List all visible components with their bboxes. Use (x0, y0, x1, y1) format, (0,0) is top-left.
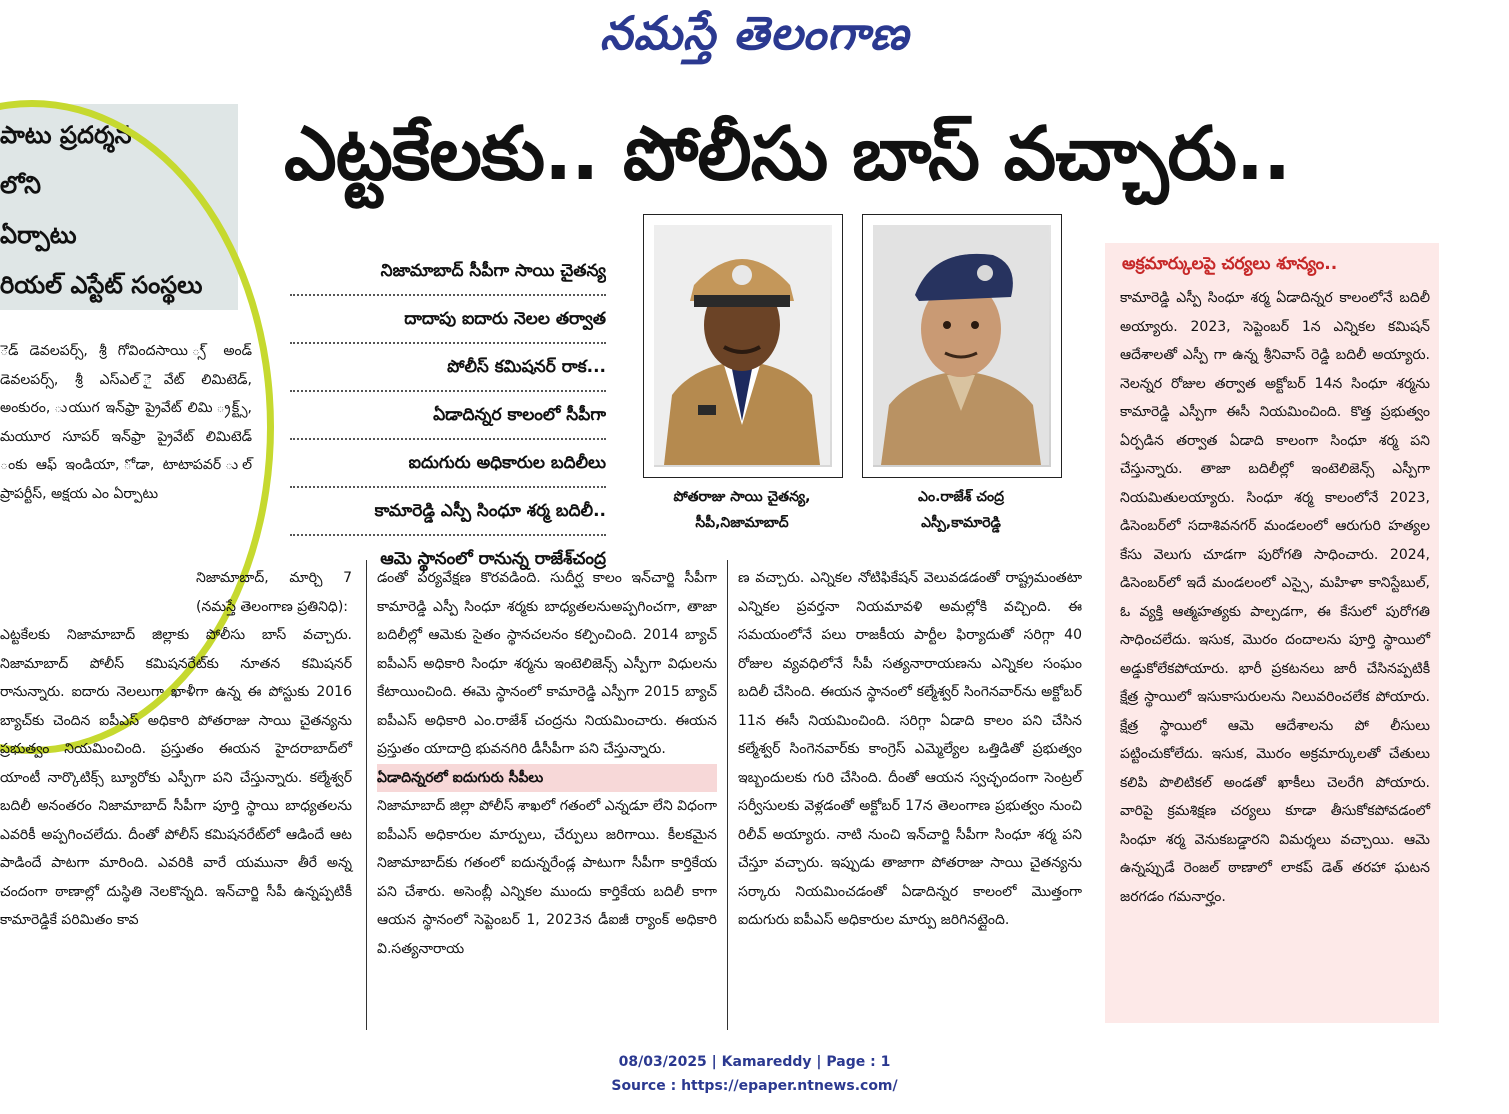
left-panel-line: ఏర్పాటు (0, 221, 77, 249)
column-divider (727, 560, 728, 1030)
article-text: ెడ్ డెవలపర్స్, శ్రీ గోవిందసాయి ్స్ అండ్ డెవలపర్స్, శ్రీ ఎస్ఎల్ ైవేట్ లిమిటెడ్, అంకురం, ుయుగ ఇన్‌ఫ్రా ప్రైవేట్ లిమి ్రక్ట్స్, మయూర సూపర్ ఇన్‌ఫ్రా ప్రైవేట్ లిమిటెడ్ ంకు ఆఫ్ ఇండియా, ోడా, టాటాపవర్ ుల్ ప్రాపర్టీస్, అక్షయ ఎం ఏర్పాటు (0, 343, 252, 502)
caption-line: సీపీ,నిజామాబాద్ (695, 515, 789, 531)
footer-source-line: Source : https://epaper.ntnews.com/ (611, 1078, 898, 1094)
portrait-photo (873, 225, 1051, 467)
caption-line: పోతరాజు సాయి చైతన్య, (673, 489, 811, 505)
subhead: కామారెడ్డి ఎస్పీ సింధూ శర్మ బదిలీ.. (290, 488, 606, 536)
subheads-list (290, 248, 606, 582)
subhead: ఏడాదిన్నర కాలంలో సీపీగా (290, 392, 606, 440)
left-panel-line: లోని (0, 171, 41, 199)
page-footer (0, 1050, 1509, 1098)
article-text: డంతో పర్యవేక్షణ కొరవడింది. సుదీర్ఘ కాలం ఇన్‌చార్జి సీపీగా కామారెడ్డి ఎస్పీ సింధూ శర్మకు బాధ్యతలనుఅప్పగించగా, తాజా బదిలీల్లో ఆమెకు సైతం స్థానచలనం కల్పించింది. 2014 బ్యాచ్ ఐపీఎస్ అధికారి సింధూ శర్మను ఇంటెలిజెన్స్ ఎస్పీగా విధులను కేటాయించింది. ఈమె స్థానంలో కామారెడ్డి ఎస్పీగా 2015 బ్యాచ్ ఐపీఎస్ అధికారి ఎం.రాజేశ్ చంద్రను నియమించారు. ఈయన ప్రస్తుతం యాదాద్రి భువనగిరి డీసీపీగా పని చేస్తున్నారు. (377, 570, 717, 757)
subhead: నిజామాబాద్ సీపీగా సాయి చైతన్య (290, 248, 606, 296)
footer-date-line: 08/03/2025 | Kamareddy | Page : 1 (618, 1054, 891, 1070)
headline: ఎట్టకేలకు.. పోలీసు బాస్ వచ్చారు.. (284, 111, 1291, 197)
left-column-fragment (0, 337, 252, 508)
photo-caption (862, 484, 1060, 536)
article-text: ఎట్టకేలకు నిజామాబాద్ జిల్లాకు పోలీసు బాస్ వచ్చారు. నిజామాబాద్ పోలీస్ కమిషనరేట్‌కు నూతన కమిషనర్ రానున్నారు. ఐదారు నెలలుగా ఖాళీగా ఉన్న ఈ పోస్టుకు 2016 బ్యాచ్‌కు చెందిన ఐపీఎస్ అధికారి పోతరాజు సాయి చైతన్యను ప్రభుత్వం నియమించింది. ప్రస్తుతం ఈయన హైదరాబాద్‌లో యాంటీ నార్కొటిక్స్ బ్యూరోకు ఎస్పీగా పని చేస్తున్నారు. కల్మేశ్వర్ బదిలీ అనంతరం నిజామాబాద్ సీపీగా పూర్తి స్థాయి బాధ్యతలను ఎవరికీ అప్పగించలేదు. దీంతో పోలీస్ కమిషనరేట్‌లో ఆడిందే ఆట పాడిందే పాటగా మారింది. ఎవరికి వారే యమునా తీరే అన్న చందంగా ఠాణాల్లో దుస్థితి నెలకొన్నది. ఇన్‌చార్జి సీపీ ఉన్నప్పటికీ కామారెడ్డికే పరిమితం కావ (0, 627, 352, 928)
photo-frame (862, 214, 1062, 478)
photo-frame (643, 214, 843, 478)
caption-line: ఎం.రాజేశ్ చంద్ర (918, 489, 1004, 505)
masthead-logo: నమస్తే తెలంగాణ (599, 6, 910, 60)
officer-portrait-1 (654, 225, 830, 465)
subhead: దాదాపు ఐదారు నెలల తర్వాత (290, 296, 606, 344)
photo-caption (643, 484, 841, 536)
caption-line: ఎస్పీ,కామారెడ్డి (921, 515, 1001, 531)
left-panel-line: రియల్ ఎస్టేట్ సంస్థలు (0, 271, 203, 299)
article-column-3 (738, 564, 1082, 935)
subhead: ఐదుగురు అధికారుల బదిలీలు (290, 440, 606, 488)
subhead: పోలీస్ కమిషనర్ రాక... (290, 344, 606, 392)
left-panel-line: పాటు ప్రదర్శన (0, 121, 132, 149)
column-divider (366, 560, 367, 1030)
inline-subhead: ఏడాదిన్నరలో ఐదుగురు సీపీలు (377, 764, 717, 793)
sidebar-body: కామారెడ్డి ఎస్పీ సింధూ శర్మ ఏడాదిన్నర కాలంలోనే బదిలీ అయ్యారు. 2023, సెప్టెంబర్ 1న ఎన్నికల కమిషన్ ఆదేశాలతో ఎస్పీ గా ఉన్న శ్రీనివాస్ రెడ్డి బదిలీ అయ్యారు. నెలన్నర రోజుల తర్వాత అక్టోబర్ 14న సింధూ శర్మను కామారెడ్డి ఎస్పీగా ఈసీ నియమించింది. కొత్త ప్రభుత్వం ఏర్పడిన తర్వాత ఏడాది కాలంగా సింధూ శర్మ పని చేస్తున్నారు. తాజా బదిలీల్లో ఇంటెలిజెన్స్ ఎస్పీగా నియమితులయ్యారు. సింధూ శర్మ కాలంలోనే 2023, డిసెంబర్‌లో సదాశివనగర్ మండలంలో ఆరుగురి హత్యల కేసు వెలుగు చూడగా పురోగతి సాధించారు. 2024, డిసెంబర్‌లో ఇదే మండలంలో ఎస్సై, మహిళా కానిస్టేబుల్, ఓ వ్యక్తి ఆత్మహత్యకు పాల్పడగా, ఈ కేసులో పురోగతి సాధించలేదు. ఇసుక, మొరం దందాలను పూర్తి స్థాయిలో అడ్డుకోలేకపోయారు. భారీ ప్రకటనలు జారీ చేసినప్పటికీ క్షేత్ర స్థాయిలో ఇసుకాసురులను నిలువరించలేక పోయారు. క్షేత్ర స్థాయిలో ఆమె ఆదేశాలను పో లీసులు పట్టించుకోలేదు. ఇసుక, మొరం అక్రమార్కులతో చేతులు కలిపి పొలిటికల్ అండతో ఖాకీలు చెలరేగి పోయారు. వారిపై క్రమశిక్షణ చర్యలు కూడా తీసుకోకపోవడంలో సింధూ శర్మ వెనుకబడ్డారని విమర్శలు వచ్చాయి. ఆమె ఉన్నప్పుడే రెంజల్ ఠాణాలో లాకప్ డెత్ తరహా ఘటన జరగడం గమనార్హం. (1120, 290, 1430, 905)
sidebar-title: అక్రమార్కులపై చర్యలు శూన్యం.. (1122, 254, 1338, 274)
article-text: ణ వచ్చారు. ఎన్నికల నోటిఫికేషన్ వెలువడడంతో రాష్ట్రమంతటా ఎన్నికల ప్రవర్తనా నియమావళి అమల్లోకి వచ్చింది. ఈ సమయంలోనే పలు రాజకీయ పార్టీల ఫిర్యాదుతో సరిగ్గా 40 రోజుల వ్యవధిలోనే సీపీ సత్యనారాయణను ఎన్నికల సంఘం బదిలీ చేసింది. ఈయన స్థానంలో కల్మేశ్వర్ సింగెనవార్‌ను అక్టోబర్ 11న ఈసీ నియమించింది. సరిగ్గా ఏడాది కాలం పని చేసిన కల్మేశ్వర్ సింగెనవార్‌కు కాంగ్రెస్ ఎమ్మెల్యేల ఒత్తిడితో ప్రభుత్వం ఇబ్బందులకు గురి చేసింది. దీంతో ఆయన స్వచ్ఛందంగా సెంట్రల్ సర్వీసులకు వెళ్లడంతో అక్టోబర్ 17న తెలంగాణ ప్రభుత్వం నుంచి రిలీవ్ అయ్యారు. నాటి నుంచి ఇన్‌చార్జి సీపీగా సింధూ శర్మ పని చేస్తూ వచ్చారు. ఇప్పుడు తాజాగా పోతరాజు సాయి చైతన్యను సర్కారు నియమించడంతో ఏడాదిన్నర కాలంలో మొత్తంగా ఐదుగురు ఐపీఎస్ అధికారుల మార్పు జరిగినట్లైంది. (738, 570, 1082, 928)
article-text: నిజామాబాద్ జిల్లా పోలీస్ శాఖలో గతంలో ఎన్నడూ లేని విధంగా ఐపీఎస్ అధికారుల మార్పులు, చేర్పులు జరిగాయి. కీలకమైన నిజామాబాద్‌కు గతంలో ఐదున్నరేండ్ల పాటుగా సీపీగా కార్తికేయ పని చేశారు. అసెంబ్లీ ఎన్నికల ముందు కార్తికేయ బదిలీ కాగా ఆయన స్థానంలో సెప్టెంబర్ 1, 2023న డీఐజీ ర్యాంక్ అధికారి వి.సత్యనారాయ (377, 798, 717, 957)
subhead: ఆమె స్థానంలో రానున్న రాజేశ్‌చంద్ర (380, 549, 606, 569)
officer-portrait-2 (873, 225, 1049, 465)
dateline: నిజామాబాద్, మార్చి 7 (నమస్తే తెలంగాణ ప్రతినిధి): (196, 570, 352, 615)
portrait-photo (654, 225, 832, 467)
article-column-2 (377, 564, 717, 963)
article-column-1 (0, 564, 352, 935)
